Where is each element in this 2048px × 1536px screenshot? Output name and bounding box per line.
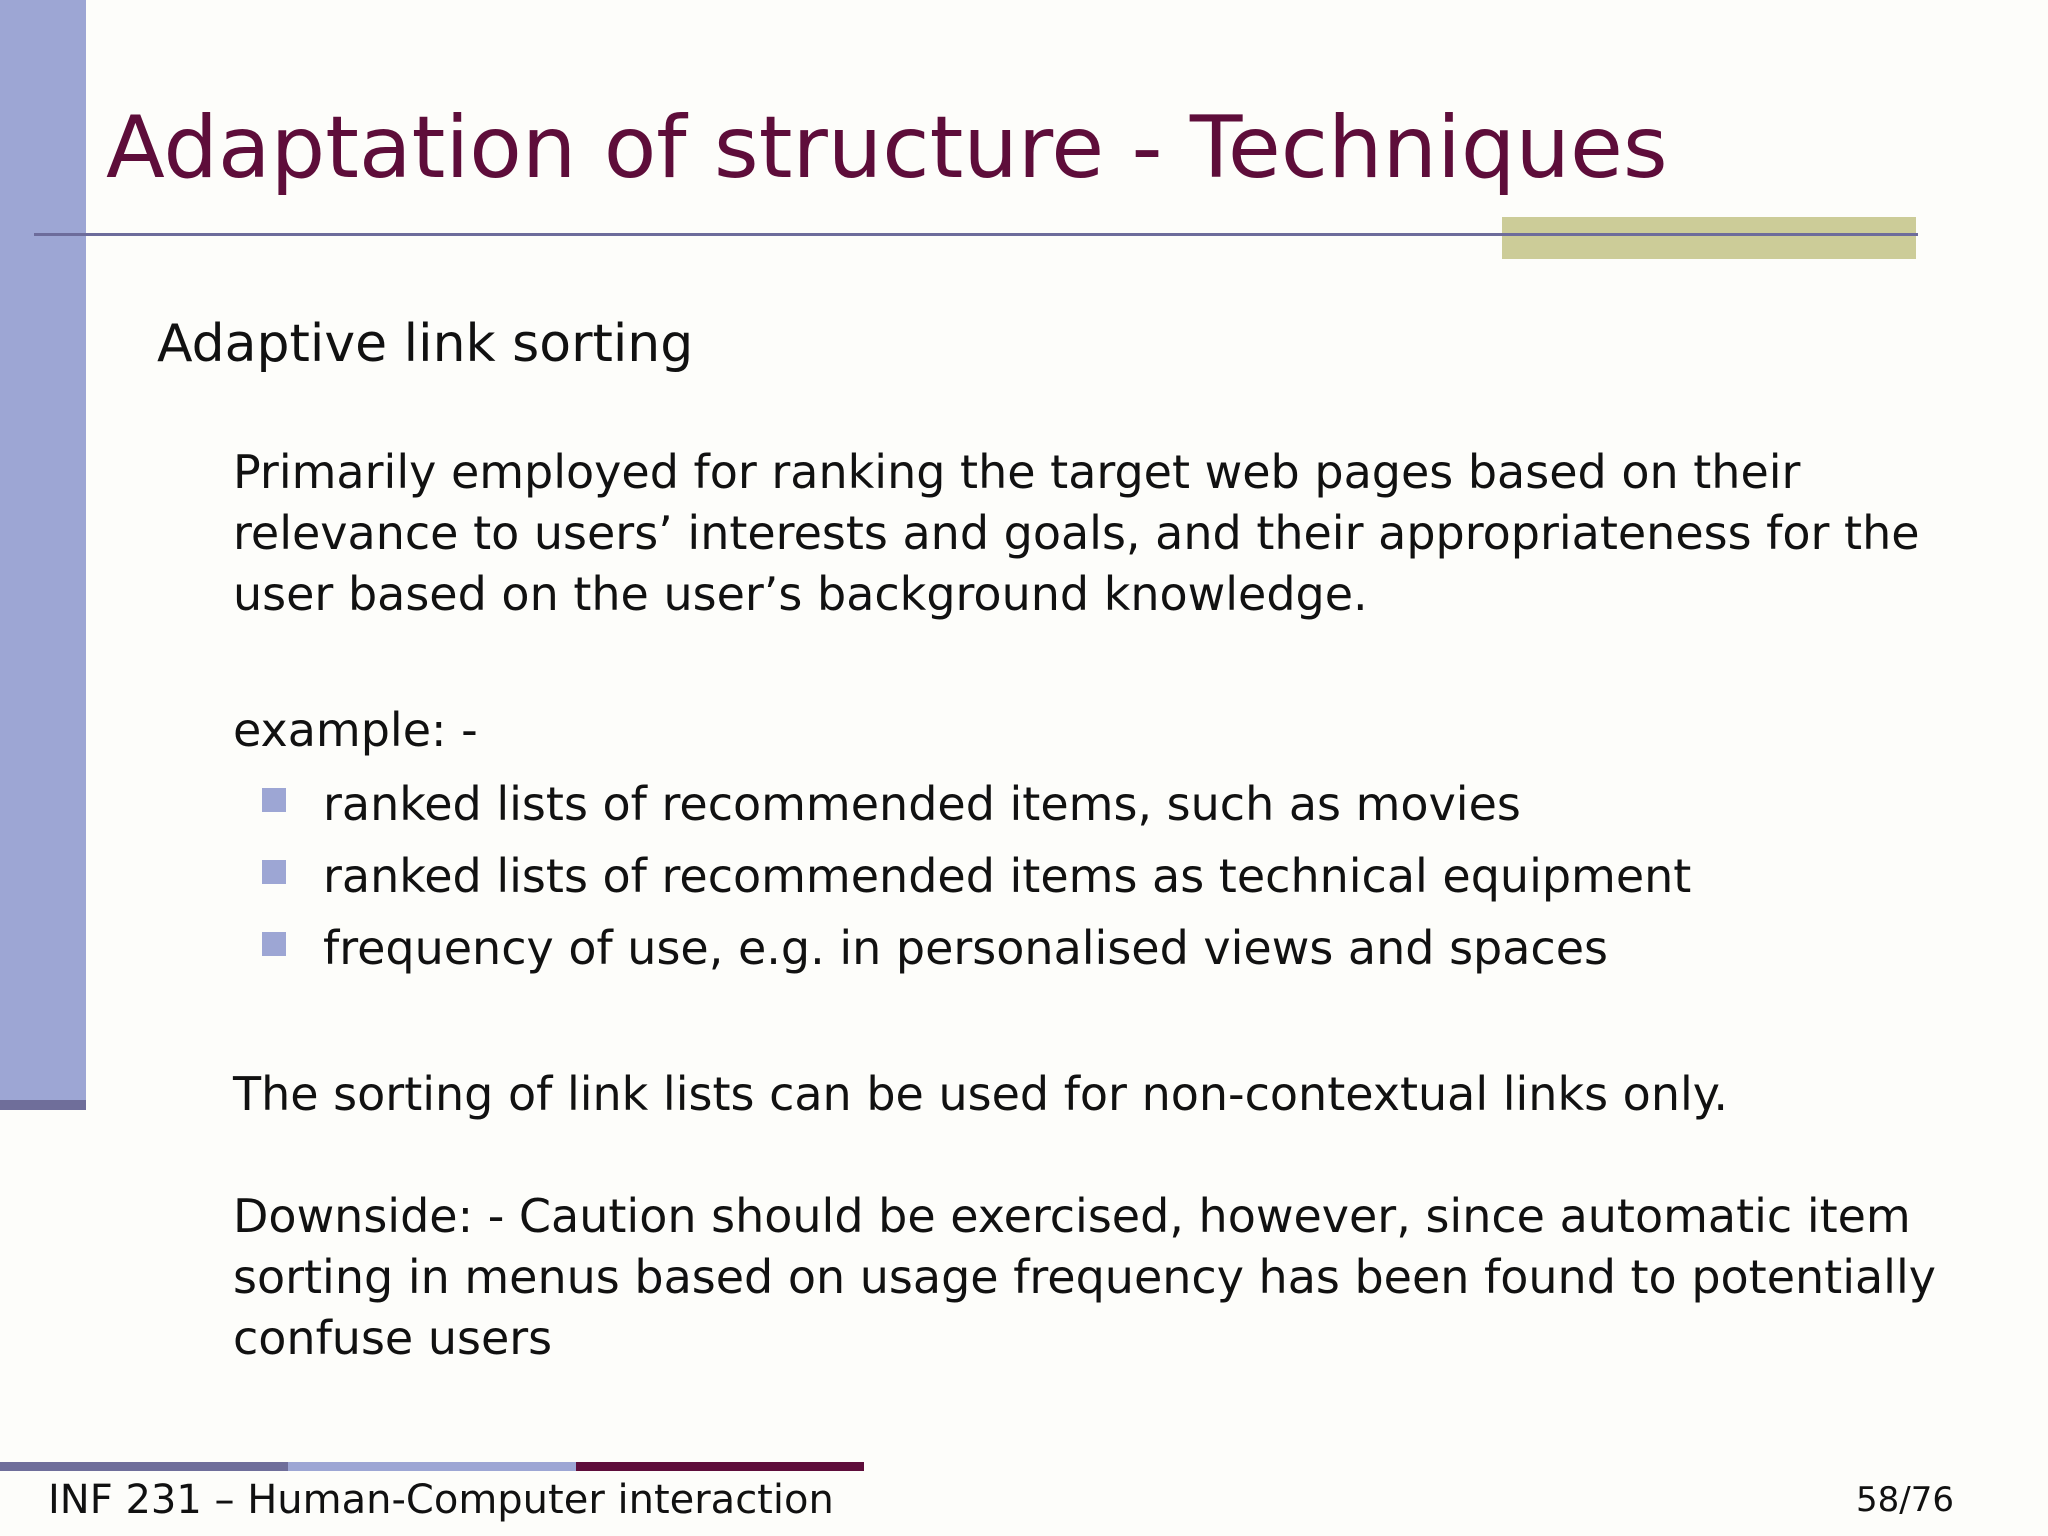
square-bullet-icon bbox=[262, 932, 286, 956]
example-label: example: - bbox=[233, 703, 478, 757]
bullet-text: ranked lists of recommended items, such as movies bbox=[323, 777, 1521, 831]
downside-paragraph: Downside: - Caution should be exercised, however, since automatic item sorting in menus based on usage frequency has been found to potentially confuse users bbox=[233, 1189, 1936, 1365]
square-bullet-icon bbox=[262, 788, 286, 812]
section-heading: Adaptive link sorting bbox=[157, 314, 694, 374]
description-paragraph: Primarily employed for ranking the target web pages based on their relevance to users’ interests and goals, and their appropriateness for the user based on the user’s background knowledge. bbox=[233, 445, 1920, 621]
footer-bar-segment bbox=[0, 1462, 288, 1471]
bullet-item bbox=[262, 768, 1691, 840]
footer-bar-segment bbox=[288, 1462, 576, 1471]
footer-course-title: INF 231 – Human-Computer interaction bbox=[48, 1477, 834, 1523]
slide-title: Adaptation of structure - Techniques bbox=[106, 98, 1668, 198]
bullet-item bbox=[262, 912, 1691, 984]
footer-bar-segment bbox=[576, 1462, 864, 1471]
bullet-text: ranked lists of recommended items as technical equipment bbox=[323, 849, 1692, 903]
bullet-text: frequency of use, e.g. in personalised views and spaces bbox=[323, 921, 1608, 975]
example-bullet-list bbox=[262, 768, 1691, 984]
bullet-item bbox=[262, 840, 1691, 912]
note-paragraph: The sorting of link lists can be used for non-contextual links only. bbox=[233, 1067, 1729, 1121]
square-bullet-icon bbox=[262, 860, 286, 884]
footer-page-number: 58/76 bbox=[1856, 1480, 1954, 1520]
